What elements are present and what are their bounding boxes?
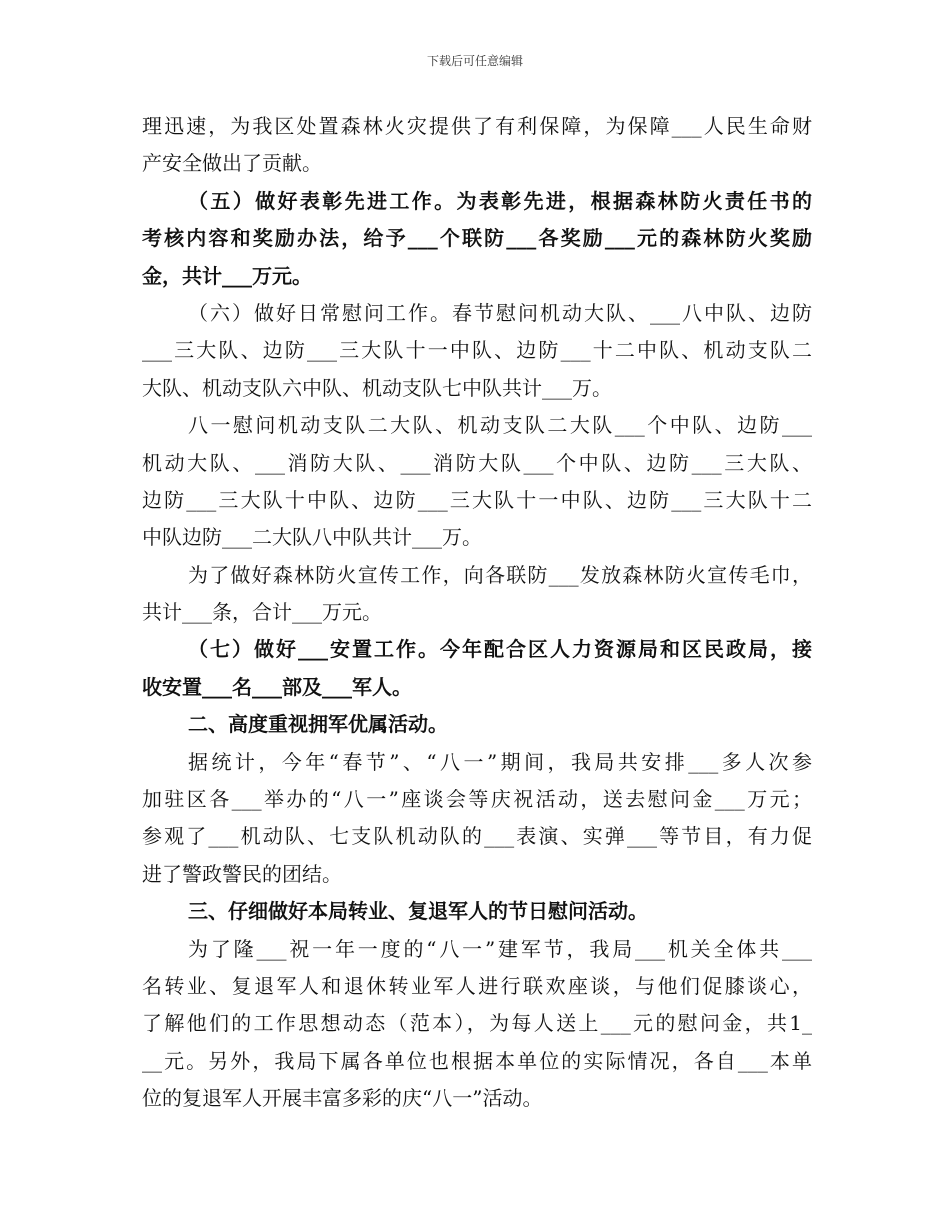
document-line: （五）做好表彰先进工作。为表彰先进，根据森林防火责任书的 bbox=[188, 188, 812, 213]
section-heading: 二、高度重视拥军优属活动。 bbox=[188, 712, 448, 737]
document-line: 为了隆___祝一年一度的“八一”建军节，我局___机关全体共___ bbox=[188, 936, 812, 961]
document-line: __元。另外，我局下属各单位也根据本单位的实际情况，各自___本单 bbox=[142, 1048, 812, 1073]
document-line: 大队、机动支队六中队、机动支队七中队共计___万。 bbox=[142, 375, 612, 400]
document-body bbox=[142, 108, 812, 1118]
document-line: 机动大队、___消防大队、___消防大队___个中队、边防___三大队、 bbox=[142, 450, 812, 475]
document-line: 考核内容和奖励办法，给予___个联防___各奖励___元的森林防火奖励 bbox=[142, 226, 812, 251]
document-line: 共计___条，合计___万元。 bbox=[142, 600, 382, 625]
document-line: （七）做好___安置工作。今年配合区人力资源局和区民政局，接 bbox=[188, 637, 812, 662]
document-line: 产安全做出了贡献。 bbox=[142, 151, 322, 176]
document-line: 边防___三大队十中队、边防___三大队十一中队、边防___三大队十二 bbox=[142, 487, 812, 512]
document-line: 为了做好森林防火宣传工作，向各联防___发放森林防火宣传毛巾， bbox=[188, 562, 812, 587]
document-line: ___三大队、边防___三大队十一中队、边防___十二中队、机动支队二 bbox=[142, 338, 812, 363]
section-heading: 三、仔细做好本局转业、复退军人的节日慰问活动。 bbox=[188, 899, 648, 924]
document-line: 进了警政警民的团结。 bbox=[142, 861, 342, 886]
document-line: 名转业、复退军人和退休转业军人进行联欢座谈，与他们促膝谈心， bbox=[142, 973, 812, 998]
document-line: 收安置___名___部及___军人。 bbox=[142, 674, 412, 699]
document-line: （六）做好日常慰问工作。春节慰问机动大队、___八中队、边防 bbox=[188, 300, 812, 325]
document-line: 八一慰问机动支队二大队、机动支队二大队___个中队、边防___ bbox=[188, 413, 812, 438]
document-line: 参观了___机动队、七支队机动队的___表演、实弹___等节目，有力促 bbox=[142, 824, 812, 849]
document-line: 加驻区各___举办的“八一”座谈会等庆祝活动，送去慰问金___万元； bbox=[142, 787, 812, 812]
document-line: 据统计，今年“春节”、“八一”期间，我局共安排___多人次参 bbox=[188, 749, 812, 774]
document-line: 了解他们的工作思想动态（范本），为每人送上___元的慰问金，共1_ bbox=[142, 1011, 812, 1036]
document-line: 理迅速，为我区处置森林火灾提供了有利保障，为保障___人民生命财 bbox=[142, 114, 812, 138]
document-line: 位的复退军人开展丰富多彩的庆“八一”活动。 bbox=[142, 1086, 543, 1111]
document-line: 金，共计___万元。 bbox=[142, 263, 312, 288]
page-header: 下载后可任意编辑 bbox=[426, 54, 523, 68]
document-line: 中队边防___二大队八中队共计___万。 bbox=[142, 525, 482, 550]
